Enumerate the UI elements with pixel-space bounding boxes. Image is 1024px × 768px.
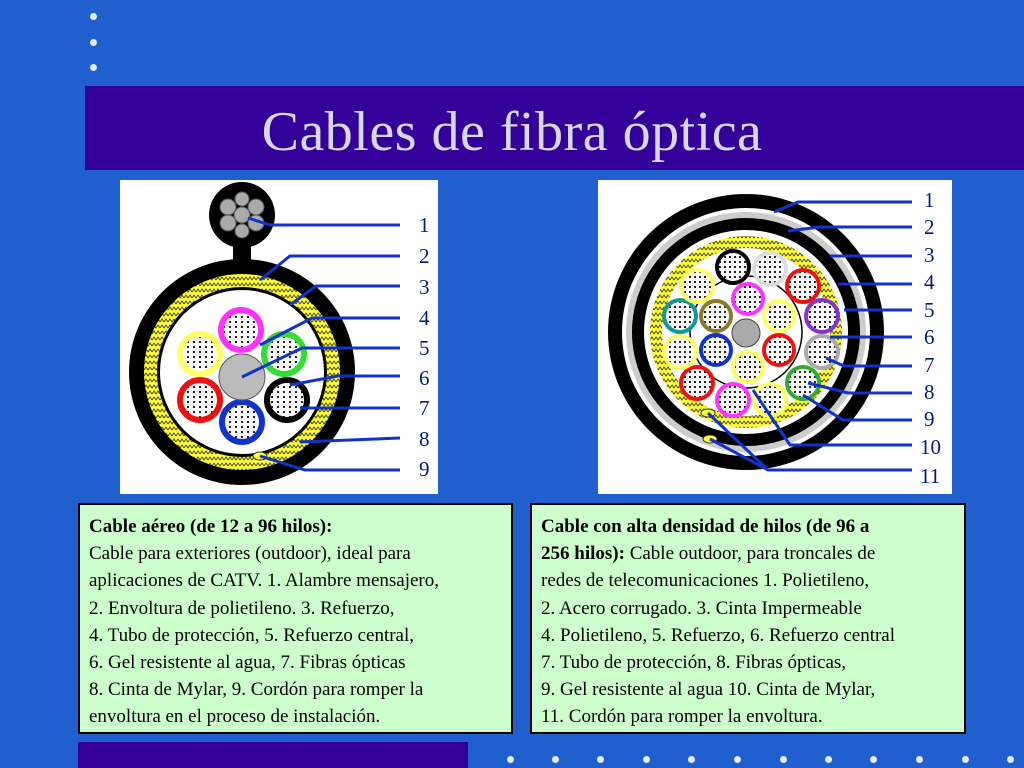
callout-label: 2 (419, 244, 430, 268)
high-density-cable-description (530, 503, 966, 734)
callout-label: 7 (419, 396, 430, 420)
callout-label: 7 (924, 353, 935, 377)
callout-label: 9 (419, 457, 430, 481)
callout-label: 6 (924, 325, 935, 349)
decor-dot (507, 756, 514, 763)
callout-label: 2 (924, 215, 935, 239)
decor-dot (90, 64, 97, 71)
decor-dot (1007, 756, 1014, 763)
aerial-cable-description (78, 503, 513, 734)
callout-label: 3 (419, 275, 430, 299)
decor-dot (734, 756, 741, 763)
callout-label: 4 (924, 270, 935, 294)
callout-label: 4 (419, 306, 430, 330)
aerial-cable-heading: Cable aéreo (de 12 a 96 hilos): (89, 516, 333, 537)
callout-label: 6 (419, 366, 430, 390)
callout-label: 8 (419, 427, 430, 451)
aerial-cable-diagram (120, 180, 438, 494)
decor-dot (688, 756, 695, 763)
decor-dot (825, 756, 832, 763)
callout-label: 10 (920, 435, 941, 459)
high-density-cable-diagram (598, 180, 952, 494)
slide-title: Cables de fibra óptica (261, 101, 763, 163)
decor-dot (780, 756, 787, 763)
aerial-cable-text: Cable para exteriores (outdoor), ideal para aplicaciones de CATV. 1. Alambre mensajero, 2. Envoltura de polietileno. 3. Refuerzo, 4. Tubo de protección, 5. Refuerzo central, 6. Gel resistente al agua, 7. Fibras ópticas 8. Cinta de Mylar, 9. Cordón para romper la envoltura en el proceso de instalación. (89, 543, 439, 728)
callout-label: 3 (924, 243, 935, 267)
bottom-bar (78, 742, 468, 768)
callout-label: 1 (924, 188, 935, 212)
callout-label: 11 (920, 464, 941, 488)
callout-label: 5 (924, 298, 935, 322)
callout-label: 5 (419, 336, 430, 360)
high-density-cable-text: Cable outdoor, para troncales de redes de telecomunicaciones 1. Polietileno, 2. Acero corrugado. 3. Cinta Impermeable 4. Polietileno, 5. Refuerzo, 6. Refuerzo central 7. Tubo de protección, 8. Fibras ópticas, 9. Gel resistente al agua 10. Cinta de Mylar, 11. Cordón para romper la envoltura. (541, 543, 896, 728)
callout-label: 1 (419, 213, 430, 237)
high-density-cable-heading: Cable con alta densidad de hilos (de 96 a 256 hilos): (541, 516, 870, 565)
callout-label: 8 (924, 380, 935, 404)
decor-dot (643, 756, 650, 763)
decor-dot (90, 13, 97, 20)
callout-label: 9 (924, 407, 935, 431)
decor-dot (597, 756, 604, 763)
decor-dot (552, 756, 559, 763)
decor-dot (90, 39, 97, 46)
decor-dot (962, 756, 969, 763)
decor-dot (916, 756, 923, 763)
decor-dot (870, 756, 877, 763)
